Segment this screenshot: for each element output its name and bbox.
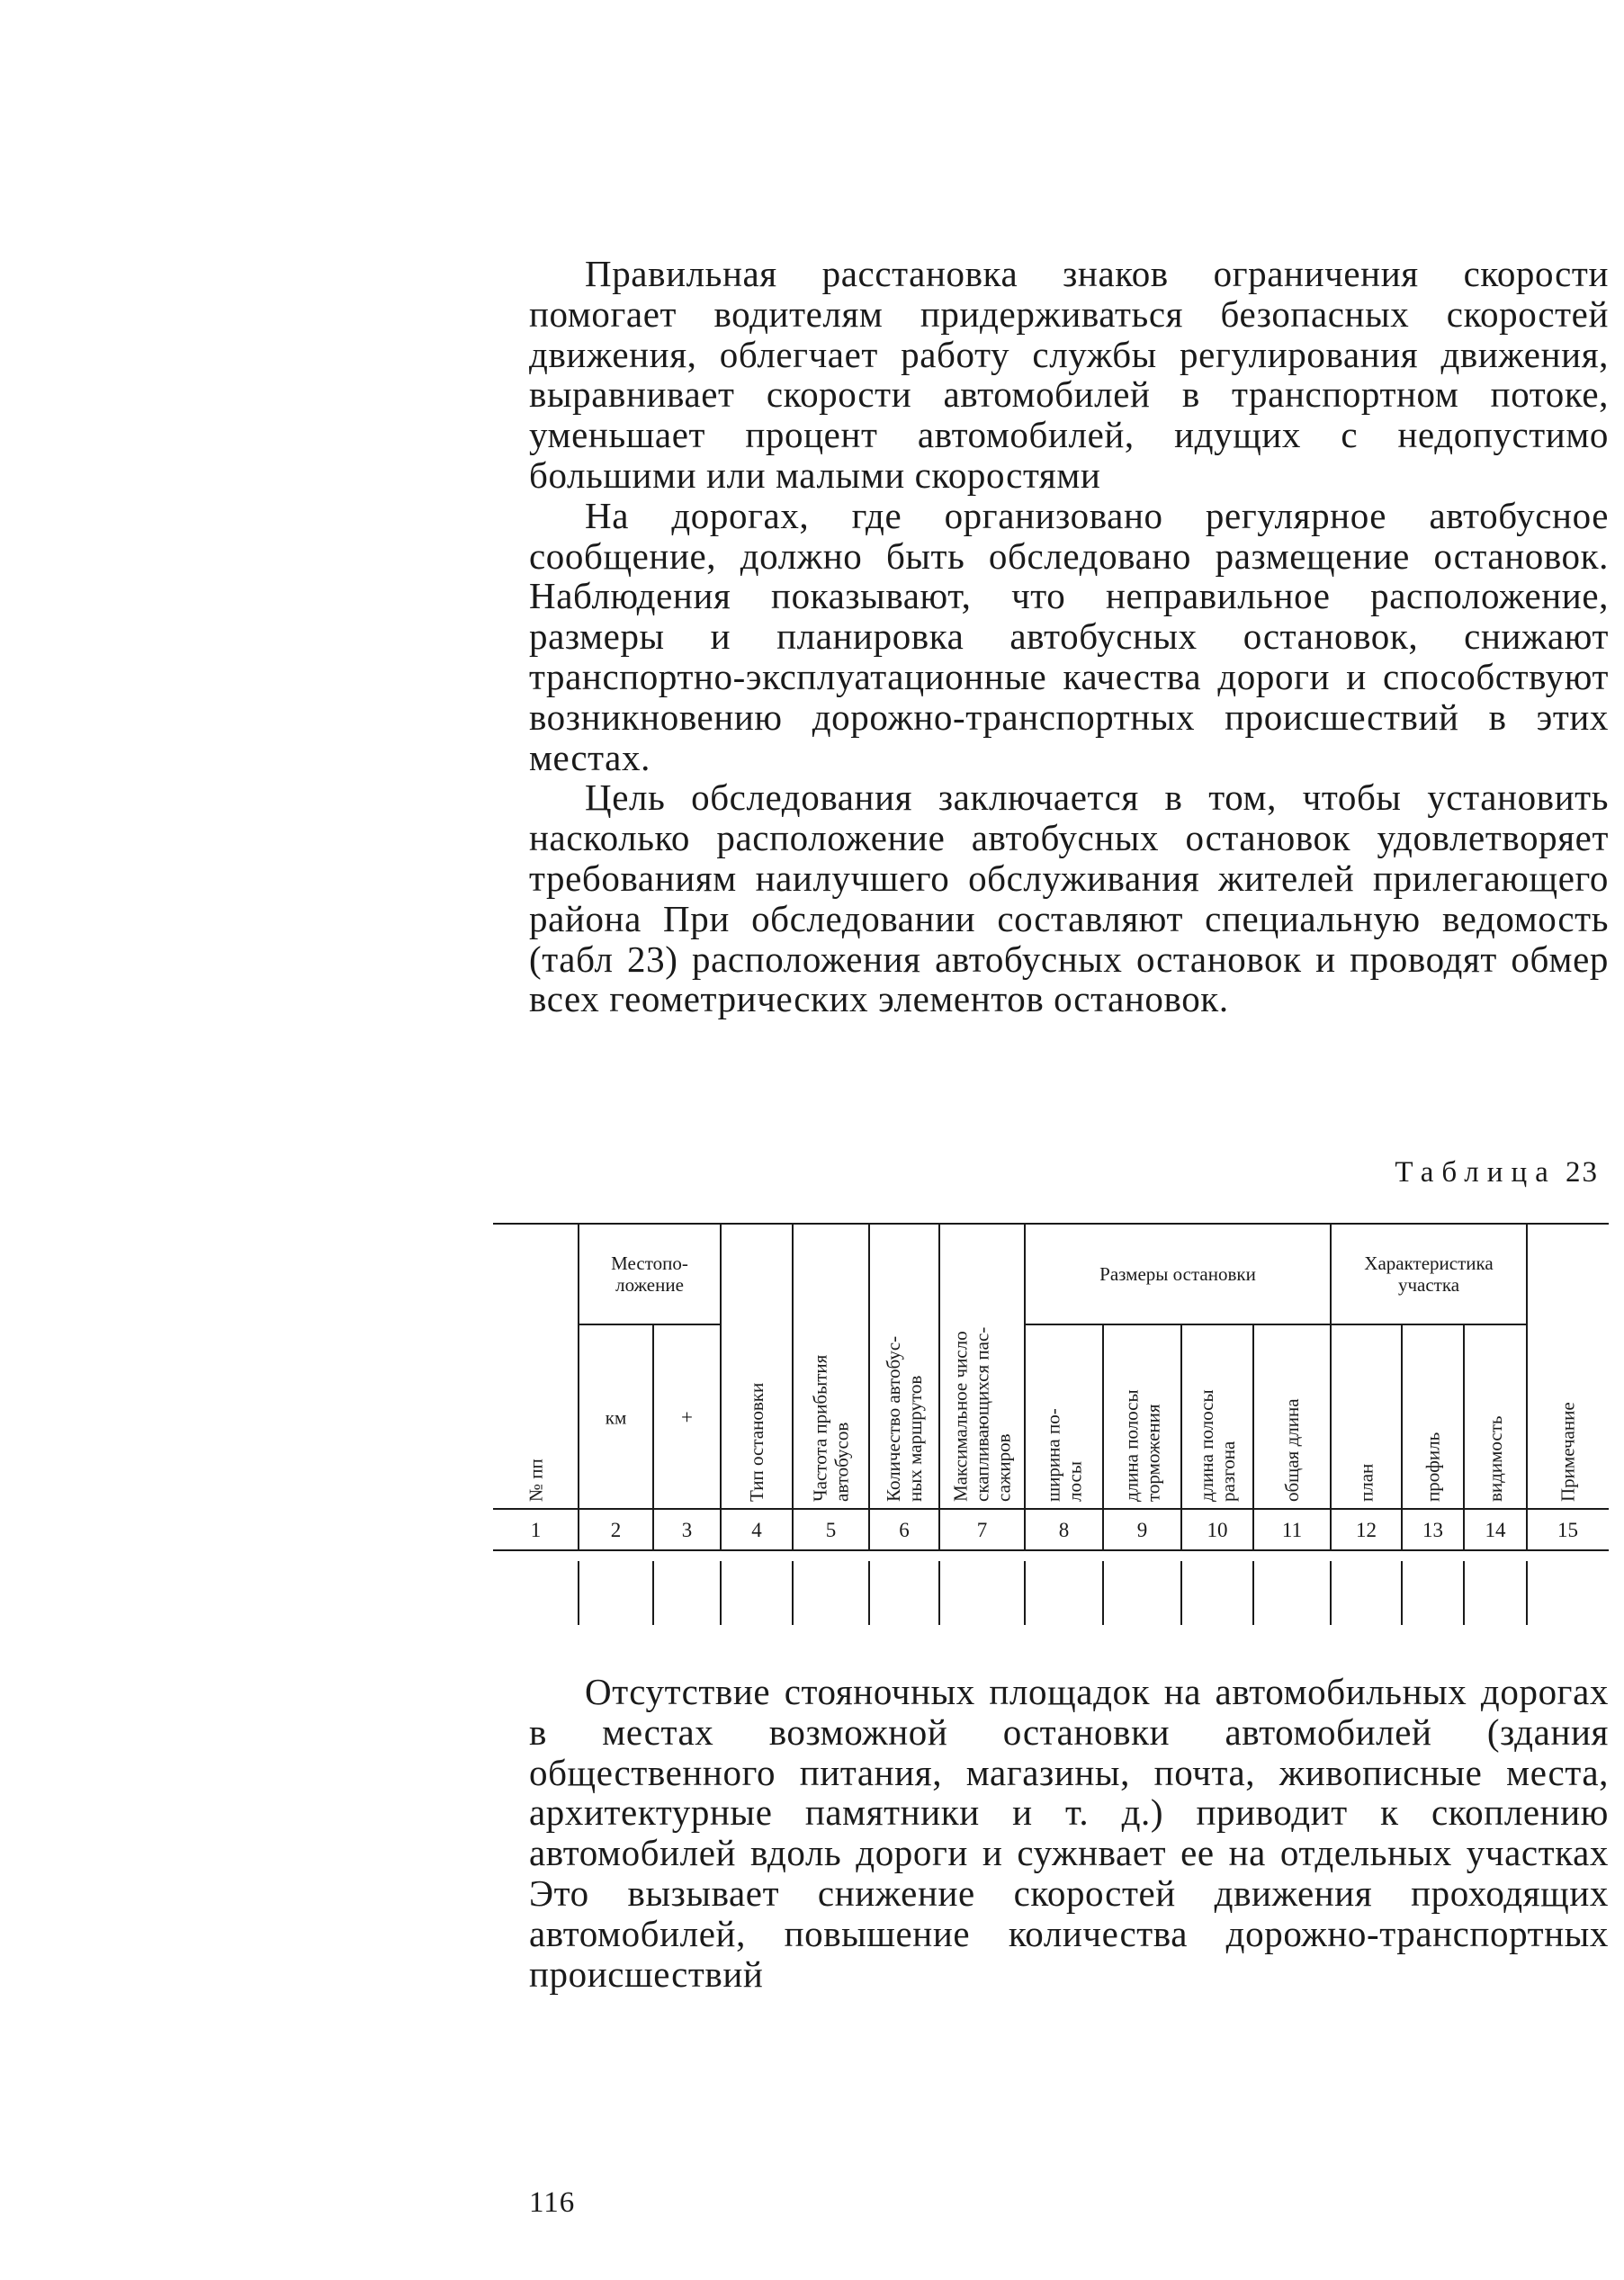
table-caption-number: 23	[1566, 1156, 1599, 1189]
column-heading: Количество автобус-	[883, 1335, 904, 1502]
column-heading: автобусов	[830, 1422, 853, 1502]
column-number: 10	[1207, 1519, 1228, 1541]
page-number: 116	[529, 2186, 576, 2219]
column-heading: длина полосы	[1120, 1389, 1143, 1502]
body-text-top	[529, 254, 1609, 1019]
body-text-bottom	[529, 1672, 1609, 1994]
paragraph-speed-signs: Правильная расстановка знаков ограничения скорости помогает водителям придерживаться безопасных скоростей движения, облегчает работу службы регулирования движения, выравнивает скорости автомобилей в транспортном потоке, уменьшает процент автомобилей, идущих с недопустимо большими или малыми скоростями	[529, 253, 1609, 496]
column-number: 4	[751, 1519, 762, 1541]
column-heading: план	[1355, 1463, 1377, 1502]
column-heading: разгона	[1217, 1441, 1239, 1502]
column-heading: профиль	[1422, 1432, 1444, 1502]
column-heading: торможения	[1142, 1404, 1164, 1502]
bus-stop-survey-table	[493, 1216, 1609, 1630]
column-heading: сажиров	[992, 1433, 1015, 1502]
column-heading: км	[605, 1406, 627, 1429]
column-number: 13	[1422, 1519, 1443, 1541]
column-heading: видимость	[1485, 1415, 1506, 1502]
column-number: 14	[1485, 1519, 1506, 1541]
table-grid	[493, 1216, 1609, 1630]
stop-size-group-heading: Размеры остановки	[1099, 1263, 1256, 1285]
column-heading: скапливающихся пас-	[971, 1326, 993, 1502]
section-group-heading: Характеристика	[1364, 1252, 1494, 1274]
column-number: 9	[1136, 1519, 1148, 1541]
paragraph-bus-stops: На дорогах, где организовано регулярное автобусное сообщение, должно быть обследовано размещение остановок. Наблюдения показывают, что неправильное расположение, размеры и планировка автобусных остановок, снижают транспортно-эксплуатационные качества дороги и способствуют возникновению дорожно-транспортных происшествий в этих местах.	[529, 494, 1609, 778]
location-group-heading: Местопо-	[611, 1252, 688, 1274]
column-heading: Тип остановки	[746, 1382, 767, 1502]
column-heading: Примечание	[1557, 1402, 1579, 1502]
column-number: 3	[681, 1519, 693, 1541]
column-number: 12	[1356, 1519, 1377, 1541]
column-heading: Максимальное число	[949, 1331, 972, 1502]
column-heading: Частота прибытия	[809, 1354, 831, 1502]
location-group-heading: ложение	[615, 1274, 684, 1296]
column-heading: длина полосы	[1196, 1389, 1217, 1502]
paragraph-survey-goal: Цель обследования заключается в том, чтобы установить насколько расположение автобусных остановок удовлетворяет требованиям наилучшего обслуживания жителей прилегающего района При обследовании составляют специальную ведомость (табл 23) расположения автобусных остановок и проводят обмер всех геометрических элементов остановок.	[529, 776, 1609, 1020]
column-heading: лосы	[1063, 1461, 1086, 1502]
column-number: 8	[1058, 1519, 1070, 1541]
column-heading: № пп	[525, 1459, 547, 1502]
table-caption-word: Таблица	[1395, 1156, 1557, 1189]
column-heading: ширина по-	[1042, 1408, 1064, 1502]
section-group-heading: участка	[1397, 1274, 1460, 1296]
table-caption	[1395, 1156, 1599, 1189]
column-number: 15	[1557, 1519, 1578, 1541]
column-heading: +	[681, 1405, 693, 1429]
paragraph-parking: Отсутствие стояночных площадок на автомобильных дорогах в местах возможной остановки автомобилей (здания общественного питания, магазины, почта, живописные места, архитектурные памятники и т. д.) приводит к скоплению автомобилей вдоль дороги и сужнвает ее на отдельных участках Это вызывает снижение скоростей движения проходящих автомобилей, повышение количества дорожно-транспортных происшествий	[529, 1671, 1609, 1995]
column-number: 5	[825, 1519, 837, 1541]
column-heading: общая длина	[1281, 1398, 1303, 1502]
column-number: 11	[1281, 1519, 1303, 1541]
column-number: 1	[530, 1519, 542, 1541]
column-number: 2	[610, 1519, 622, 1541]
column-heading: ных маршрутов	[904, 1375, 926, 1502]
column-number: 7	[976, 1519, 988, 1541]
column-number: 6	[899, 1519, 910, 1541]
